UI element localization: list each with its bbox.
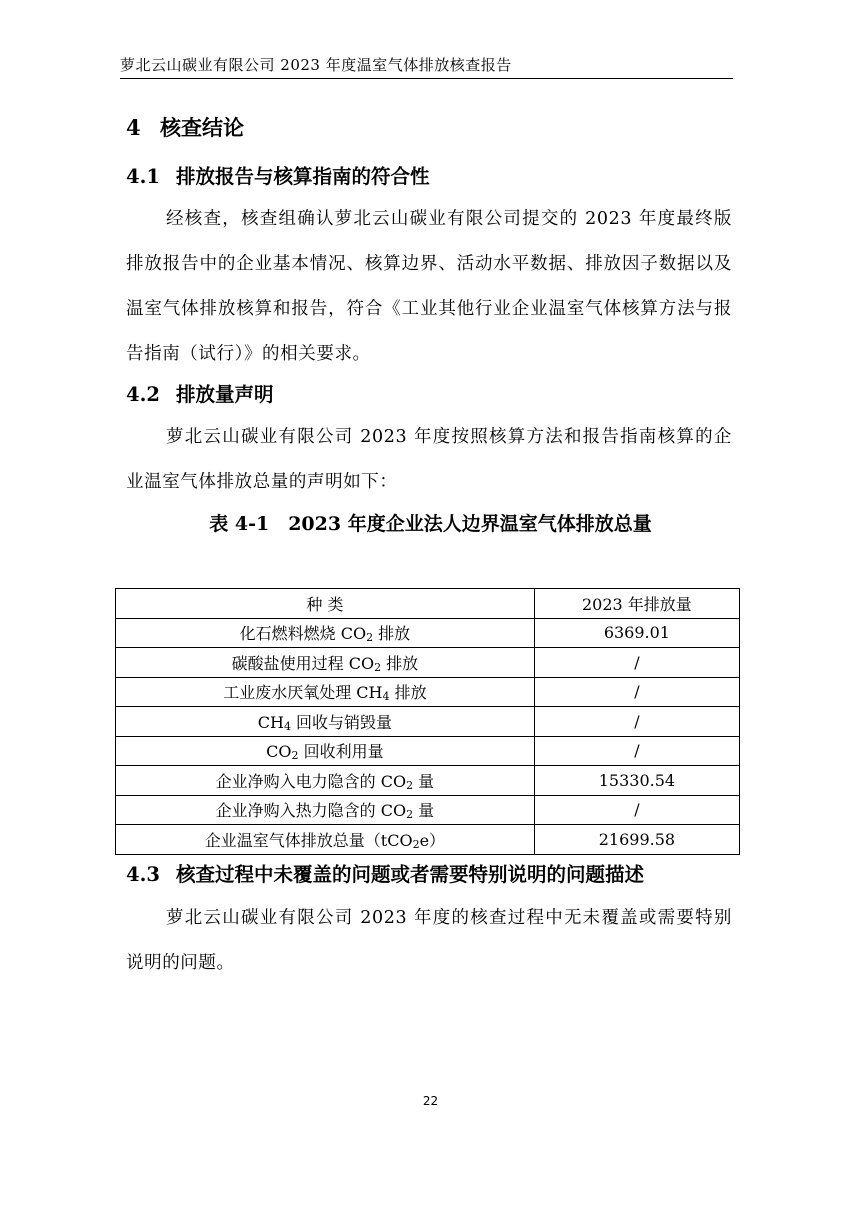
section-4-2-title: 排放量声明 <box>176 383 274 406</box>
category-suffix: 量 <box>413 801 435 821</box>
table-row <box>116 825 740 855</box>
section-4-1-title: 排放报告与核算指南的符合性 <box>176 165 430 188</box>
category-suffix: 回收利用量 <box>298 742 384 762</box>
table-caption: 表 4-1 2023 年度企业法人边界温室气体排放总量 <box>209 513 652 535</box>
table-row <box>116 677 740 707</box>
row-value: / <box>534 736 739 766</box>
row-category <box>116 766 535 796</box>
section-4-3-paragraph: 萝北云山碳业有限公司 2023 年度的核查过程中无未覆盖或需要特别说明的问题。 <box>126 908 732 973</box>
row-value: 6369.01 <box>534 618 739 648</box>
table-row <box>116 707 740 737</box>
category-text: 化石燃料燃烧 CO <box>239 624 367 644</box>
category-text: CO <box>266 742 292 762</box>
section-4-1-paragraph: 经核查，核查组确认萝北云山碳业有限公司提交的 2023 年度最终版排放报告中的企业基本情况、核算边界、活动水平数据、排放因子数据以及温室气体排放核算和报告，符合《工业其他行业企业温室气体核算方法与报告指南（试行）》的相关要求。 <box>126 209 732 364</box>
section-4-3-title: 核查过程中未覆盖的问题或者需要特别说明的问题描述 <box>176 863 645 886</box>
header-category: 种 类 <box>116 589 535 619</box>
table-row <box>116 736 740 766</box>
section-4-1-heading <box>126 163 430 191</box>
section-4-2-heading <box>126 381 274 409</box>
category-subscript: 4 <box>382 690 390 704</box>
category-text: 企业净购入电力隐含的 CO <box>215 771 407 791</box>
category-suffix: e） <box>419 830 446 850</box>
category-subscript: 2 <box>406 778 414 792</box>
table-header-row <box>116 589 740 619</box>
emissions-table <box>115 588 740 855</box>
row-category <box>116 677 535 707</box>
category-text: 企业净购入热力隐含的 CO <box>215 801 407 821</box>
page-number: 22 <box>422 1094 439 1108</box>
header-emission-2023: 2023 年排放量 <box>534 589 739 619</box>
category-text: 碳酸盐使用过程 CO <box>231 653 375 673</box>
category-text: CH <box>257 712 284 732</box>
row-value: / <box>534 677 739 707</box>
row-value: / <box>534 648 739 678</box>
section-4-2-number: 4.2 <box>126 383 160 406</box>
category-subscript: 4 <box>283 719 291 733</box>
section-4-title: 核查结论 <box>160 115 244 140</box>
row-value: / <box>534 795 739 825</box>
category-subscript: 2 <box>412 837 420 851</box>
section-4-3-number: 4.3 <box>126 863 160 886</box>
table-row <box>116 618 740 648</box>
category-subscript: 2 <box>406 808 414 822</box>
row-category <box>116 825 535 855</box>
category-subscript: 2 <box>366 631 374 645</box>
row-category <box>116 795 535 825</box>
category-suffix: 回收与销毁量 <box>290 712 393 732</box>
section-4-heading <box>126 113 244 143</box>
section-4-number: 4 <box>126 115 141 140</box>
category-text: 企业温室气体排放总量（tCO <box>204 830 413 850</box>
row-category <box>116 707 535 737</box>
category-suffix: 排放 <box>381 653 419 673</box>
row-category <box>116 736 535 766</box>
section-4-1-number: 4.1 <box>126 165 160 188</box>
category-suffix: 排放 <box>373 624 411 644</box>
category-text: 工业废水厌氧处理 CH <box>223 683 383 703</box>
row-category <box>116 648 535 678</box>
category-suffix: 量 <box>413 771 435 791</box>
table-row <box>116 766 740 796</box>
row-value: 21699.58 <box>534 825 739 855</box>
table-row <box>116 648 740 678</box>
page-header: 萝北云山碳业有限公司 2023 年度温室气体排放核查报告 <box>120 55 733 79</box>
section-4-3-heading <box>126 861 644 889</box>
category-subscript: 2 <box>291 749 299 763</box>
row-category <box>116 618 535 648</box>
category-suffix: 排放 <box>389 683 427 703</box>
row-value: / <box>534 707 739 737</box>
section-4-2-paragraph: 萝北云山碳业有限公司 2023 年度按照核算方法和报告指南核算的企业温室气体排放总量的声明如下： <box>126 427 732 492</box>
row-value: 15330.54 <box>534 766 739 796</box>
table-row <box>116 795 740 825</box>
category-subscript: 2 <box>374 660 382 674</box>
